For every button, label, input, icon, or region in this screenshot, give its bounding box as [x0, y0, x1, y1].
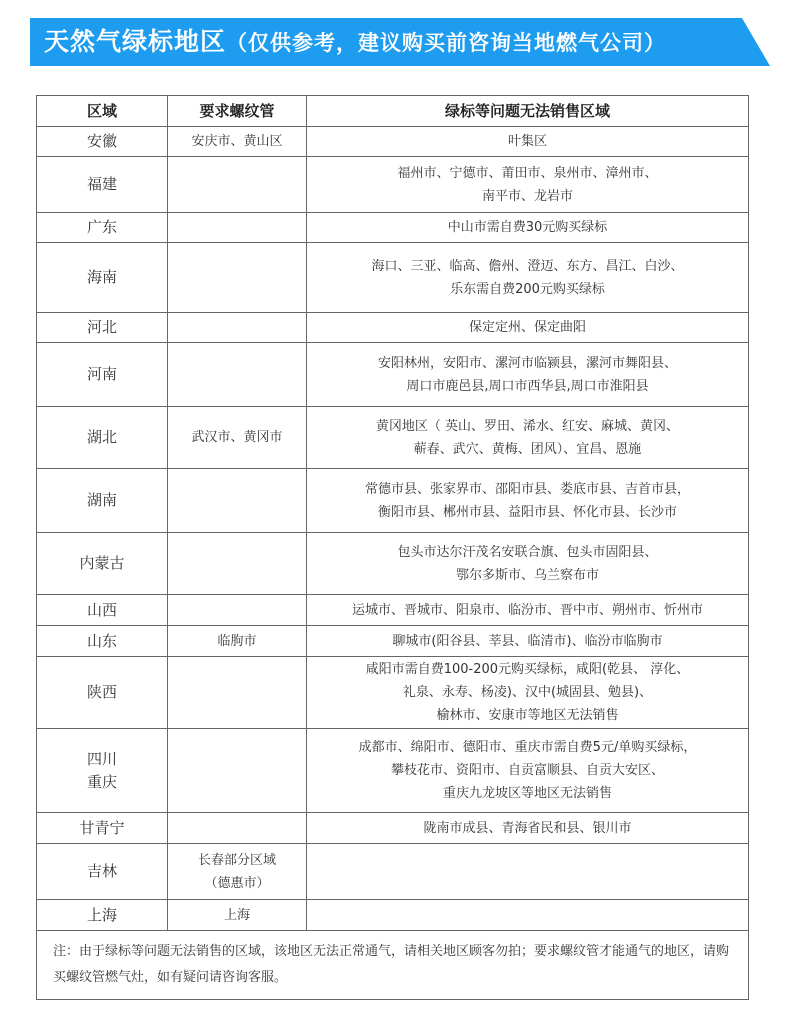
region-cell-line: 山西 [86, 600, 117, 619]
threaded-pipe-cell-line: 临朐市 [217, 633, 257, 649]
region-cell [37, 157, 168, 213]
region-cell [37, 343, 168, 407]
region-cell-line: 陕西 [86, 683, 117, 701]
region-cell-line: 湖南 [86, 491, 117, 509]
threaded-pipe-cell [168, 595, 307, 626]
table-row [37, 657, 749, 729]
restricted-area-cell-line: 陇南市成县、青海省民和县、银川市 [423, 820, 632, 836]
region-cell-line: 湖北 [86, 428, 117, 446]
footnote: 注：由于绿标等问题无法销售的区域，该地区无法正常通气，请相关地区顾客勿拍；要求螺纹管才能通气的地区，请购买螺纹管燃气灶，如有疑问请咨询客服。 [37, 931, 749, 1000]
region-table [36, 95, 749, 1000]
region-cell [37, 407, 168, 469]
restricted-area-cell [307, 844, 749, 900]
restricted-area-cell-line: 乐东需自费200元购买绿标 [450, 281, 605, 297]
threaded-pipe-cell [168, 213, 307, 243]
table-row [37, 343, 749, 407]
threaded-pipe-cell [168, 729, 307, 813]
restricted-area-cell-line: 保定定州、保定曲阳 [468, 320, 586, 335]
restricted-area-cell [307, 729, 749, 813]
table-row [37, 243, 749, 313]
header-restricted-area: 绿标等问题无法销售区域 [307, 96, 749, 127]
restricted-area-cell-line: 衡阳市县、郴州市县、益阳市县、怀化市县、长沙市 [377, 504, 677, 520]
region-cell-line: 四川 [86, 749, 117, 768]
restricted-area-cell-line: 福州市、宁德市、莆田市、泉州市、漳州市、 [397, 165, 658, 181]
threaded-pipe-cell [168, 533, 307, 595]
region-cell-line: 河南 [86, 365, 117, 383]
restricted-area-cell-line: 运城市、晋城市、阳泉市、临汾市、晋中市、朔州市、忻州市 [351, 602, 703, 618]
header-region: 区域 [37, 96, 168, 127]
restricted-area-cell-line: 南平市、龙岩市 [481, 188, 573, 204]
table-row [37, 533, 749, 595]
restricted-area-cell-line: 攀枝花市、资阳市、自贡富顺县、自贡大安区、 [390, 763, 664, 778]
region-cell [37, 729, 168, 813]
region-cell-line: 上海 [86, 905, 117, 924]
threaded-pipe-cell-line: （德惠市） [204, 875, 270, 891]
restricted-area-cell [307, 243, 749, 313]
note-row [37, 931, 749, 1000]
table-row [37, 595, 749, 626]
table-row [37, 844, 749, 900]
header-threaded-pipe: 要求螺纹管 [168, 96, 307, 127]
restricted-area-cell-line: 咸阳市需自费100-200元购买绿标，咸阳(乾县、 淳化、 [365, 662, 690, 677]
restricted-area-cell-line: 常德市县、张家界市、邵阳市县、娄底市县、吉首市县， [364, 481, 690, 497]
region-cell [37, 533, 168, 595]
restricted-area-cell [307, 157, 749, 213]
restricted-area-cell-line: 安阳林州，安阳市、漯河市临颍县，漯河市舞阳县、 [377, 355, 677, 371]
region-cell-line: 山东 [86, 631, 117, 650]
threaded-pipe-cell [168, 813, 307, 844]
threaded-pipe-cell [168, 157, 307, 213]
restricted-area-cell-line: 中山市需自费30元购买绿标 [447, 220, 608, 235]
banner-subtitle: （仅供参考，建议购买前咨询当地燃气公司） [226, 31, 667, 55]
threaded-pipe-cell-line: 上海 [223, 907, 250, 923]
table-row [37, 900, 749, 931]
restricted-area-cell [307, 213, 749, 243]
banner-title-main: 天然气绿标地区 [44, 27, 227, 56]
restricted-area-cell-line: 礼泉、永寿、杨凌)、汉中(城固县、勉县)、 [402, 685, 653, 700]
restricted-area-cell-line: 蕲春、武穴、黄梅、团风）、宜昌、恩施 [413, 441, 642, 457]
region-cell [37, 213, 168, 243]
restricted-area-cell [307, 813, 749, 844]
region-cell-line: 重庆 [86, 772, 117, 791]
threaded-pipe-cell-line: 安庆市、黄山区 [191, 134, 283, 149]
restricted-area-cell-line: 海口、三亚、临高、儋州、澄迈、东方、昌江、白沙、 [371, 258, 684, 274]
region-cell [37, 844, 168, 900]
threaded-pipe-cell [168, 900, 307, 931]
threaded-pipe-cell [168, 127, 307, 157]
threaded-pipe-cell [168, 844, 307, 900]
region-cell-line: 吉林 [86, 862, 117, 880]
region-cell [37, 127, 168, 157]
region-cell-line: 海南 [86, 268, 117, 286]
region-cell-line: 内蒙古 [79, 554, 125, 572]
restricted-area-cell-line: 成都市、绵阳市、德阳市、重庆市需自费5元/单购买绿标， [358, 740, 697, 755]
restricted-area-cell [307, 900, 749, 931]
restricted-area-cell [307, 127, 749, 157]
table-row [37, 213, 749, 243]
region-cell [37, 243, 168, 313]
threaded-pipe-cell [168, 626, 307, 657]
region-cell-line: 甘青宁 [79, 818, 125, 837]
threaded-pipe-cell [168, 243, 307, 313]
restricted-area-cell-line: 重庆九龙坡区等地区无法销售 [442, 786, 612, 801]
restricted-area-cell-line: 黄冈地区（ 英山、罗田、浠水、红安、麻城、黄冈、 [375, 418, 680, 434]
region-cell [37, 900, 168, 931]
restricted-area-cell [307, 533, 749, 595]
banner-title [44, 18, 666, 66]
table-body [37, 127, 749, 1000]
restricted-area-cell-line: 聊城市(阳谷县、莘县、临清市)、临汾市临朐市 [392, 633, 663, 649]
restricted-area-cell [307, 469, 749, 533]
restricted-area-cell-line: 叶集区 [507, 134, 547, 149]
threaded-pipe-cell [168, 469, 307, 533]
restricted-area-cell [307, 595, 749, 626]
restricted-area-cell [307, 657, 749, 729]
region-cell [37, 657, 168, 729]
region-cell [37, 313, 168, 343]
table-row [37, 469, 749, 533]
title-banner [30, 18, 770, 66]
region-cell [37, 626, 168, 657]
region-cell [37, 469, 168, 533]
restricted-area-cell-line: 周口市鹿邑县,周口市西华县,周口市淮阳县 [406, 378, 649, 394]
restricted-area-cell [307, 343, 749, 407]
threaded-pipe-cell-line: 长春部分区域 [197, 852, 276, 868]
table-row [37, 626, 749, 657]
threaded-pipe-cell [168, 407, 307, 469]
threaded-pipe-cell [168, 343, 307, 407]
table-header-row [37, 96, 749, 127]
table-row [37, 407, 749, 469]
region-cell-line: 广东 [86, 218, 117, 236]
region-cell [37, 595, 168, 626]
table-row [37, 729, 749, 813]
table-row [37, 813, 749, 844]
table-row [37, 157, 749, 213]
restricted-area-cell [307, 313, 749, 343]
restricted-area-cell-line: 榆林市、安康市等地区无法销售 [436, 708, 619, 723]
restricted-area-cell-line: 鄂尔多斯市、乌兰察布市 [455, 567, 599, 583]
region-cell-line: 安徽 [86, 132, 117, 150]
region-cell-line: 福建 [86, 175, 117, 193]
restricted-area-cell [307, 626, 749, 657]
threaded-pipe-cell-line: 武汉市、黄冈市 [191, 430, 283, 445]
table-row [37, 313, 749, 343]
region-cell-line: 河北 [86, 318, 117, 336]
restricted-area-cell-line: 包头市达尔汗茂名安联合旗、包头市固阳县、 [397, 544, 658, 560]
restricted-area-cell [307, 407, 749, 469]
region-cell [37, 813, 168, 844]
table-row [37, 127, 749, 157]
threaded-pipe-cell [168, 657, 307, 729]
threaded-pipe-cell [168, 313, 307, 343]
